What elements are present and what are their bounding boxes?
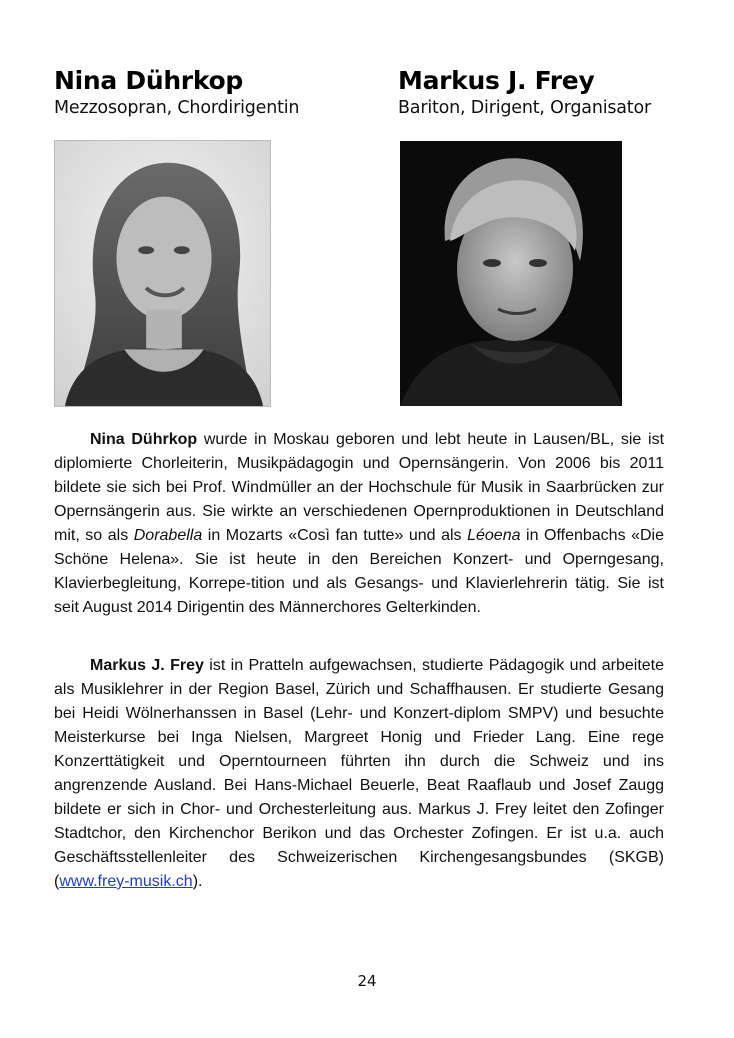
bio-lead-name: Markus J. Frey	[90, 657, 204, 674]
portrait-photo-markus	[400, 141, 622, 406]
bio-text: in Mozarts «Così fan tutte» und als	[202, 527, 468, 544]
biography-nina	[54, 428, 664, 620]
portrait-photo-nina	[54, 140, 271, 407]
bio-text: wurde in Moskau geboren und lebt heute in Lausen/BL, sie ist diplomierte Chorleiterin, Musikpädagogin und Opernsängerin. Von 2006 bis 2011 bildete sie sich bei Prof. Windmüller an der Hochschule für Musik in Saarbrücken zur Opernsängerin aus. Sie wirkte an verschiedenen Opernproduktionen in Deutschland mit, so als	[54, 431, 665, 544]
person-name: Nina Dührkop	[54, 66, 243, 95]
bio-lead-name: Nina Dührkop	[90, 431, 198, 448]
person-name: Markus J. Frey	[398, 66, 595, 95]
bio-text: in Offenbachs «Die Schöne Helena». Sie ist heute in den Bereichen Konzert- und Operngesang, Klavierbegleitung, Korrepe-tition und als Gesangs- und Klavierlehrerin tätig. Sie ist seit August 2014 Dirigentin des Männerchores Gelterkinden.	[54, 527, 665, 616]
person-nina	[54, 66, 299, 120]
biography-markus	[54, 654, 664, 894]
page-number: 24	[357, 972, 377, 990]
person-markus	[398, 66, 651, 120]
person-role: Mezzosopran, Chordirigentin	[54, 98, 300, 118]
bio-text: ist in Pratteln aufgewachsen, studierte Pädagogik und arbeitete als Musiklehrer in der Region Basel, Zürich und Schaffhausen. Er studierte Gesang bei Heidi Wölnerhanssen in Basel (Lehr- und Konzert-diplom SMPV) und besuchte Meisterkurse bei Inga Nielsen, Margreet Honig und Frieder Lang. Eine rege Konzerttätigkeit und Operntourneen führten ihn durch die Schweiz und ins angrenzende Ausland. Bei Hans-Michael Beuerle, Beat Raaflaub und Josef Zaugg bildete er sich in Chor- und Orchesterleitung aus. Markus J. Frey leitet den Zofinger Stadtchor, den Kirchenchor Berikon und das Orchester Zofingen. Er ist u.a. auch Geschäftsstellenleiter des Schweizerischen Kirchengesangsbundes (SKGB) (	[54, 657, 665, 890]
bio-text: ).	[192, 873, 203, 890]
bio-role-italic: Léoena	[467, 527, 521, 544]
website-link[interactable]: www.frey-musik.ch	[59, 873, 193, 890]
bio-role-italic: Dorabella	[133, 527, 203, 544]
person-role: Bariton, Dirigent, Organisator	[398, 98, 651, 118]
